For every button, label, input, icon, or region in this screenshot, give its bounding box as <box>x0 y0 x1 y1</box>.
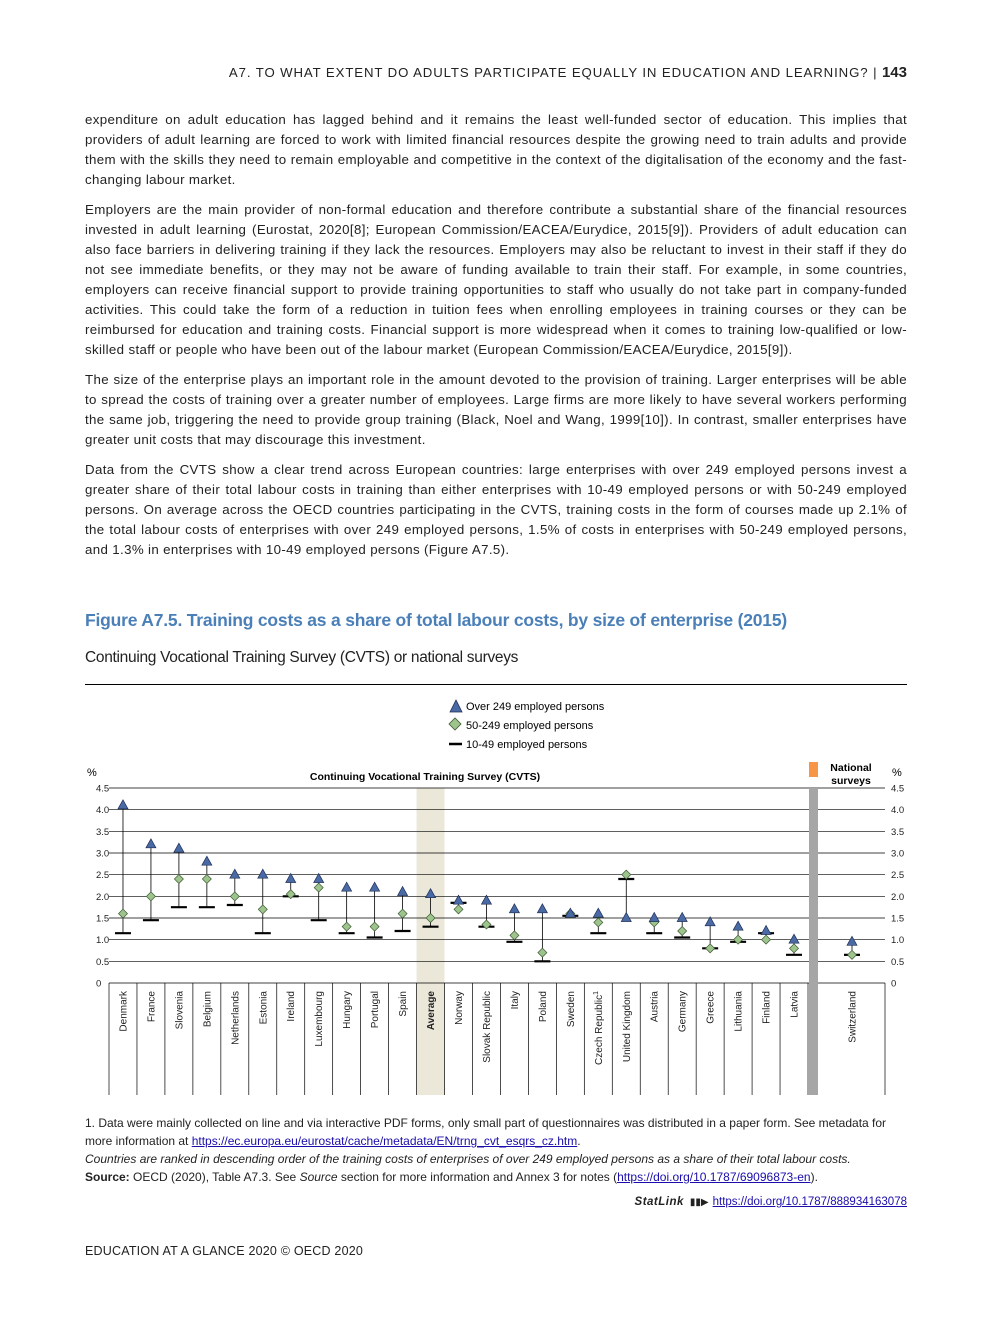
y-tick-label-right: 4.0 <box>891 805 905 817</box>
chart <box>0 690 992 1100</box>
y-tick-label-left: 1.0 <box>96 935 110 947</box>
national-group-label: surveys <box>831 775 871 787</box>
category-label: Average <box>426 991 438 1031</box>
point-50-249 <box>118 909 127 918</box>
category-label: Latvia <box>789 991 801 1018</box>
category-label: Finland <box>761 991 773 1024</box>
legend-triangle-marker <box>450 700 462 712</box>
y-tick-label-left: 3.0 <box>96 848 110 860</box>
legend-diamond-marker <box>449 718 461 730</box>
point-50-249 <box>538 948 547 957</box>
point-50-249 <box>510 931 519 940</box>
point-over-249 <box>230 869 240 878</box>
point-over-249 <box>174 843 184 852</box>
figure-rule <box>85 684 907 685</box>
point-over-249 <box>258 869 268 878</box>
y-tick-label-left: 1.5 <box>96 913 110 925</box>
category-label: Austria <box>649 991 661 1023</box>
category-label: Hungary <box>342 991 354 1029</box>
point-over-249 <box>789 934 799 943</box>
point-over-249 <box>593 908 603 917</box>
point-over-249 <box>621 913 631 922</box>
point-50-249 <box>342 922 351 931</box>
point-over-249 <box>761 926 771 935</box>
category-label: France <box>146 991 158 1023</box>
metadata-link[interactable]: https://ec.europa.eu/eurostat/cache/metadata/EN/trng_cvt_esqrs_cz.htm <box>191 1134 578 1148</box>
statlink <box>635 1196 907 1208</box>
statlink-icon: ▮▮▶ <box>689 1197 709 1208</box>
point-50-249 <box>790 944 799 953</box>
category-label: Poland <box>537 991 549 1023</box>
legend-label-50-249: 50-249 employed persons <box>466 720 594 732</box>
point-over-249 <box>398 887 408 896</box>
paragraph-1: expenditure on adult education has lagged behind and it remains the least well-funded sector of education. This implies that providers of adult learning are forced to work with limited financial resources despite the growing need to train adults and provide them with the skills they need to remain employable and competitive in the context of the digitalisation of the economy and the fast-changing labour market. <box>85 112 907 187</box>
point-50-249 <box>678 927 687 936</box>
y-tick-label-right: 2.5 <box>891 870 905 882</box>
figure-notes <box>85 1114 907 1186</box>
y-tick-label-right: 0.5 <box>891 956 905 968</box>
y-tick-label-left: 0.5 <box>96 956 110 968</box>
point-over-249 <box>509 904 519 913</box>
y-tick-label-left: 3.5 <box>96 826 110 838</box>
y-tick-label-left: 0 <box>96 978 102 990</box>
point-over-249 <box>537 904 547 913</box>
y-tick-label-left: 2.5 <box>96 870 110 882</box>
cvts-group-label: Continuing Vocational Training Survey (CVTS) <box>309 771 541 783</box>
y-tick-label-right: 0 <box>891 978 897 990</box>
category-label: Ireland <box>286 991 298 1022</box>
y-tick-label-right: 3.0 <box>891 848 905 860</box>
legend-label-over-249: Over 249 employed persons <box>466 701 605 713</box>
category-label: Belgium <box>202 991 214 1028</box>
category-label: Slovak Republic <box>481 991 493 1063</box>
category-label: Greece <box>705 991 717 1024</box>
national-surveys-marker <box>809 762 818 777</box>
point-over-249 <box>847 936 857 945</box>
page-number: 143 <box>881 64 907 81</box>
figure-title: Figure A7.5. Training costs as a share of total labour costs, by size of enterprise (2015) <box>85 610 787 630</box>
statlink-logo: StatLink <box>634 1196 684 1208</box>
point-50-249 <box>202 875 211 884</box>
header-separator: | <box>873 65 878 80</box>
category-label: Luxembourg <box>314 991 326 1047</box>
category-label: Spain <box>398 991 410 1017</box>
header-title: A7. TO WHAT EXTENT DO ADULTS PARTICIPATE EQUALLY IN EDUCATION AND LEARNING? <box>228 65 869 80</box>
point-50-249 <box>398 909 407 918</box>
point-50-249 <box>848 950 857 959</box>
y-tick-label-right: 1.5 <box>891 913 905 925</box>
point-over-249 <box>649 913 659 922</box>
category-label: Sweden <box>565 991 577 1028</box>
point-50-249 <box>622 870 631 879</box>
category-label: Norway <box>454 991 465 1025</box>
category-label: Denmark <box>118 991 130 1032</box>
paragraph-4: Data from the CVTS show a clear trend across European countries: large enterprises with over 249 employed persons invest a greater share of their total labour costs in training than either enterprises with 10-49 employed persons or with 50-249 employed persons. On average across the OECD countries participating in the CVTS, training costs in the form of courses made up 2.1% of the total labour costs of enterprises with over 249 employed persons, 1.5% of costs in enterprises with 50-249 employed persons, and 1.3% in enterprises with 10-49 employed persons (Figure A7.5). <box>85 462 907 557</box>
point-50-249 <box>230 892 239 901</box>
category-label: Czech Republic$^1$ <box>592 991 605 1065</box>
category-label: Italy <box>509 991 521 1010</box>
point-50-249 <box>258 905 267 914</box>
y-tick-label-left: 4.5 <box>96 783 110 795</box>
point-50-249 <box>762 935 771 944</box>
point-over-249 <box>342 882 352 891</box>
y-axis-label-left: % <box>87 767 97 779</box>
y-tick-label-right: 3.5 <box>891 826 905 838</box>
page-header <box>85 64 907 81</box>
source-doi-link[interactable]: https://doi.org/10.1787/69096873-en <box>617 1170 811 1184</box>
category-label: Switzerland <box>847 991 859 1043</box>
y-axis-label-right: % <box>892 767 902 779</box>
point-50-249 <box>370 922 379 931</box>
category-label: Netherlands <box>230 991 242 1045</box>
point-50-249 <box>706 944 715 953</box>
y-tick-label-left: 4.0 <box>96 805 110 817</box>
point-50-249 <box>594 918 603 927</box>
ranking-note: Countries are ranked in descending order of the training costs of enterprises of over 249 employed persons as a share of their total labour costs. <box>85 1152 851 1166</box>
page-footer: EDUCATION AT A GLANCE 2020 © OECD 2020 <box>85 1244 364 1258</box>
point-50-249 <box>174 875 183 884</box>
point-over-249 <box>118 800 128 809</box>
category-label: Germany <box>677 991 689 1033</box>
category-label: United Kingdom <box>621 991 633 1063</box>
average-band <box>417 788 445 1095</box>
point-over-249 <box>370 882 380 891</box>
category-label: Portugal <box>370 991 382 1029</box>
category-label: Estonia <box>258 991 270 1025</box>
national-group-label: National <box>830 762 872 774</box>
body-text <box>85 110 907 570</box>
note-1: 1. Data were mainly collected on line and via interactive PDF forms, only small part of questionnaires was distributed in a paper form. See metadata for more information at https://ec.europa.eu/eurostat/cache/metadata/EN/trng_cvt_esqrs_cz.htm. <box>85 1116 887 1148</box>
point-over-249 <box>677 913 687 922</box>
y-tick-label-right: 4.5 <box>891 783 905 795</box>
y-tick-label-right: 1.0 <box>891 935 905 947</box>
y-tick-label-left: 2.0 <box>96 891 110 903</box>
category-label: Lithuania <box>733 991 745 1032</box>
paragraph-2: Employers are the main provider of non-formal education and therefore contribute a substantial share of the financial resources invested in adult learning (Eurostat, 2020[8]; European Commission/EACEA/Eurydice, 2015[9]). Providers of adult education can also face barriers in delivering training if they lack the resources. Employers may also be reluctant to invest in their staff if they do not see immediate benefits, or they may not be aware of funding available to train their staff. For example, in some countries, employers can receive financial support to provide training opportunities to staff who usually do not take part in company-funded activities. This could take the form of a reduction in tuition fees when enrolling employees in training courses or they can be reimbursed for education and training costs. Financial support is more widespread when it comes to training low-qualified or low-skilled staff or people who have been out of the labour market (European Commission/EACEA/Eurydice, 2015[9]). <box>85 202 907 357</box>
legend-label-10-49: 10-49 employed persons <box>466 739 588 751</box>
point-over-249 <box>146 839 156 848</box>
figure-subtitle: Continuing Vocational Training Survey (CVTS) or national surveys <box>85 649 519 666</box>
national-surveys-bar <box>809 788 818 1095</box>
source-note: Source: OECD (2020), Table A7.3. See Source section for more information and Annex 3 for notes (https://doi.org/10.1787/69096873-en). <box>85 1170 818 1184</box>
category-label: Slovenia <box>174 991 186 1030</box>
y-tick-label-right: 2.0 <box>891 891 905 903</box>
statlink-url[interactable]: https://doi.org/10.1787/888934163078 <box>712 1196 907 1208</box>
point-over-249 <box>202 856 212 865</box>
point-50-249 <box>146 892 155 901</box>
point-50-249 <box>314 883 323 892</box>
point-50-249 <box>454 905 463 914</box>
paragraph-3: The size of the enterprise plays an important role in the amount devoted to the provision of training. Larger enterprises will be able to spread the costs of training over a greater number of employees. Large firms are more likely to have several workers performing the same job, triggering the need to provide group training (Black, Noel and Wang, 1999[10]). In contrast, smaller enterprises have greater unit costs that may discourage this investment. <box>85 372 907 447</box>
point-over-249 <box>733 921 743 930</box>
